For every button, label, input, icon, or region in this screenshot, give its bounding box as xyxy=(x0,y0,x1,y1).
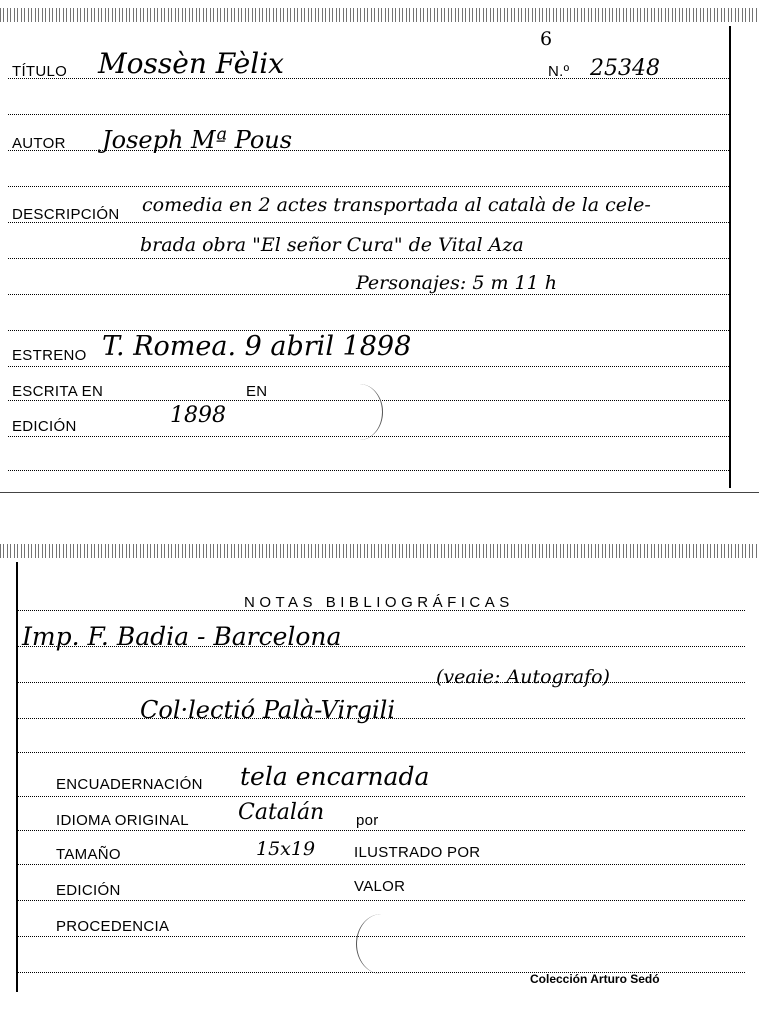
rule-line xyxy=(8,366,729,367)
punch-hole-mark xyxy=(336,384,383,440)
card-left-border xyxy=(16,562,18,992)
numero-mark: 6 xyxy=(540,28,553,50)
notes-line2-right: (veaie: Autografo) xyxy=(436,666,610,688)
card-top-edge xyxy=(0,8,759,22)
descripcion-line1: comedia en 2 actes transportada al català de la cele- xyxy=(142,194,651,216)
card-right-border xyxy=(729,26,731,488)
en-label: EN xyxy=(246,383,268,400)
rule-line xyxy=(18,752,745,753)
descripcion-line2: brada obra "El señor Cura" de Vital Aza xyxy=(140,234,524,256)
idioma-original-value: Catalán xyxy=(238,800,325,825)
rule-line xyxy=(8,294,729,295)
estreno-label: ESTRENO xyxy=(12,347,87,364)
encuadernacion-value: tela encarnada xyxy=(240,762,430,791)
valor-label: VALOR xyxy=(354,878,406,895)
rule-line xyxy=(8,114,729,115)
procedencia-label: PROCEDENCIA xyxy=(56,918,170,935)
titulo-value: Mossèn Fèlix xyxy=(98,47,284,80)
tamano-value: 15x19 xyxy=(256,838,316,860)
idioma-original-label: IDIOMA ORIGINAL xyxy=(56,812,189,829)
numero-label: N.º xyxy=(548,63,570,80)
punch-hole-mark xyxy=(356,914,407,974)
rule-line xyxy=(18,796,745,797)
autor-value: Joseph Mª Pous xyxy=(102,126,293,154)
card-top-edge xyxy=(0,544,759,558)
por-label: por xyxy=(356,812,379,829)
descripcion-label: DESCRIPCIÓN xyxy=(12,206,120,223)
catalog-card-back xyxy=(0,540,759,1028)
rule-line xyxy=(8,258,729,259)
rule-line xyxy=(18,900,745,901)
numero-value: 25348 xyxy=(590,56,660,81)
rule-line xyxy=(18,830,745,831)
rule-line xyxy=(18,864,745,865)
notes-line1: Imp. F. Badia - Barcelona xyxy=(22,622,342,651)
notes-line2-left: Col·lectió Palà-Virgili xyxy=(140,696,396,724)
ilustrado-por-label: ILUSTRADO POR xyxy=(354,844,481,861)
rule-line xyxy=(18,682,745,683)
edicion-value: 1898 xyxy=(170,403,226,428)
tamano-label: TAMAÑO xyxy=(56,846,121,863)
rule-line xyxy=(8,186,729,187)
escrita-en-label: ESCRITA EN xyxy=(12,383,104,400)
catalog-card-front xyxy=(0,0,759,495)
edicion-back-label: EDICIÓN xyxy=(56,882,121,899)
rule-line xyxy=(8,470,729,471)
card-cut-line xyxy=(0,492,759,493)
edicion-label: EDICIÓN xyxy=(12,418,77,435)
estreno-value: T. Romea. 9 abril 1898 xyxy=(102,331,412,362)
titulo-label: TÍTULO xyxy=(12,63,68,80)
descripcion-line3: Personajes: 5 m 11 h xyxy=(356,272,557,294)
encuadernacion-label: ENCUADERNACIÓN xyxy=(56,776,203,793)
autor-label: AUTOR xyxy=(12,135,66,152)
collection-footer: Colección Arturo Sedó xyxy=(530,972,660,986)
notas-heading: NOTAS BIBLIOGRÁFICAS xyxy=(244,594,514,611)
